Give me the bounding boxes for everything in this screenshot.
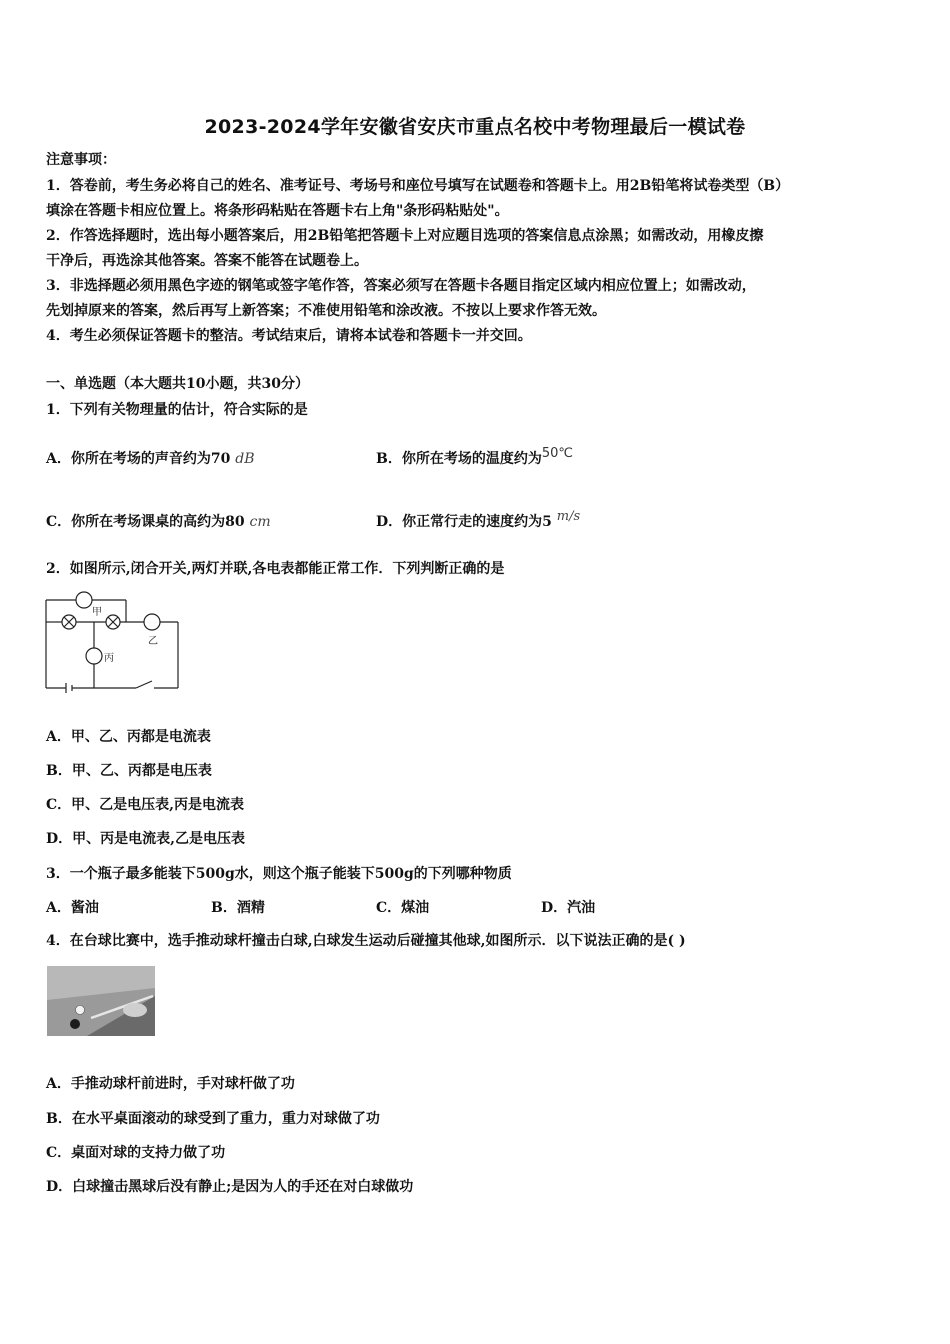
q4-option-d: D．白球撞击黑球后没有静止;是因为人的手还在对白球做功 — [46, 1179, 414, 1195]
billiards-photo — [47, 966, 155, 1036]
q4-option-a: A．手推动球杆前进时，手对球杆做了功 — [46, 1076, 295, 1092]
question-2-stem: 2．如图所示,闭合开关,两灯并联,各电表都能正常工作．下列判断正确的是 — [46, 561, 505, 577]
section-heading: 一、单选题（本大题共10小题，共30分） — [46, 376, 309, 392]
q1-option-c — [46, 511, 271, 531]
q4-option-b: B．在水平桌面滚动的球受到了重力，重力对球做了功 — [46, 1111, 380, 1127]
q2-option-c: C．甲、乙是电压表,丙是电流表 — [46, 797, 245, 813]
billiards-scene — [47, 966, 155, 1036]
q3-option-c: C．煤油 — [376, 900, 430, 916]
label-yi: 乙 — [148, 636, 158, 647]
q4-option-c: C．桌面对球的支持力做了功 — [46, 1145, 226, 1161]
white-ball — [76, 1006, 85, 1015]
meter-yi — [144, 614, 160, 630]
lamp-left — [62, 615, 76, 629]
q3-option-a: A．酱油 — [46, 900, 99, 916]
q1-option-b-unit: 50℃ — [541, 446, 573, 461]
page-title: 2023-2024学年安徽省安庆市重点名校中考物理最后一模试卷 — [204, 116, 746, 138]
label-jia: 甲 — [92, 607, 102, 618]
meter-jia — [76, 592, 92, 608]
black-ball — [70, 1019, 80, 1029]
q1-option-d-unit: m/s — [556, 509, 581, 524]
question-4-stem: 4．在台球比赛中，选手推动球杆撞击白球,白球发生运动后碰撞其他球,如图所示．以下说法正确的是( ) — [46, 933, 686, 949]
q3-option-d: D．汽油 — [541, 900, 596, 916]
label-bing: 丙 — [104, 653, 114, 664]
notice-heading: 注意事项： — [46, 152, 116, 168]
player-hand — [123, 1003, 147, 1017]
q1-option-b — [376, 448, 573, 468]
question-1-stem: 1．下列有关物理量的估计，符合实际的是 — [46, 402, 308, 418]
notice-line: 填涂在答题卡相应位置上。将条形码粘贴在答题卡右上角"条形码粘贴处"。 — [46, 203, 509, 219]
q1-option-a-text: A．你所在考场的声音约为70 — [46, 451, 231, 467]
circuit-diagram — [40, 588, 186, 696]
notice-line: 4．考生必须保证答题卡的整洁。考试结束后，请将本试卷和答题卡一并交回。 — [46, 328, 532, 344]
q1-option-a — [46, 448, 254, 468]
notice-line: 3．非选择题必须用黑色字迹的钢笔或签字笔作答，答案必须写在答题卡各题目指定区域内相应位置上；如需改动， — [46, 278, 756, 294]
q1-option-c-text: C．你所在考场课桌的高约为80 — [46, 514, 245, 530]
q1-option-a-unit: dB — [235, 451, 255, 467]
notice-line: 2．作答选择题时，选出每小题答案后，用2B铅笔把答题卡上对应题目选项的答案信息点涂黑；如需改动，用橡皮擦 — [46, 228, 764, 244]
meter-bing — [86, 648, 102, 664]
question-3-stem: 3．一个瓶子最多能装下500g水，则这个瓶子能装下500g的下列哪种物质 — [46, 866, 512, 882]
q2-option-d: D．甲、丙是电流表,乙是电压表 — [46, 831, 246, 847]
notice-line: 干净后，再选涂其他答案。答案不能答在试题卷上。 — [46, 253, 368, 269]
q3-option-b: B．酒精 — [211, 900, 265, 916]
q1-option-b-text: B．你所在考场的温度约为 — [376, 451, 542, 467]
q2-option-a: A．甲、乙、丙都是电流表 — [46, 729, 211, 745]
lamp-right — [106, 615, 120, 629]
q1-option-d-text: D．你正常行走的速度约为5 — [376, 514, 552, 530]
q1-option-c-unit: cm — [249, 514, 271, 530]
notice-line: 先划掉原来的答案，然后再写上新答案；不准使用铅笔和涂改液。不按以上要求作答无效。 — [46, 303, 606, 319]
q1-option-d — [376, 511, 580, 531]
notice-line: 1．答卷前，考生务必将自己的姓名、准考证号、考场号和座位号填写在试题卷和答题卡上。用2B铅笔将试卷类型（B） — [46, 178, 790, 194]
q2-option-b: B．甲、乙、丙都是电压表 — [46, 763, 212, 779]
